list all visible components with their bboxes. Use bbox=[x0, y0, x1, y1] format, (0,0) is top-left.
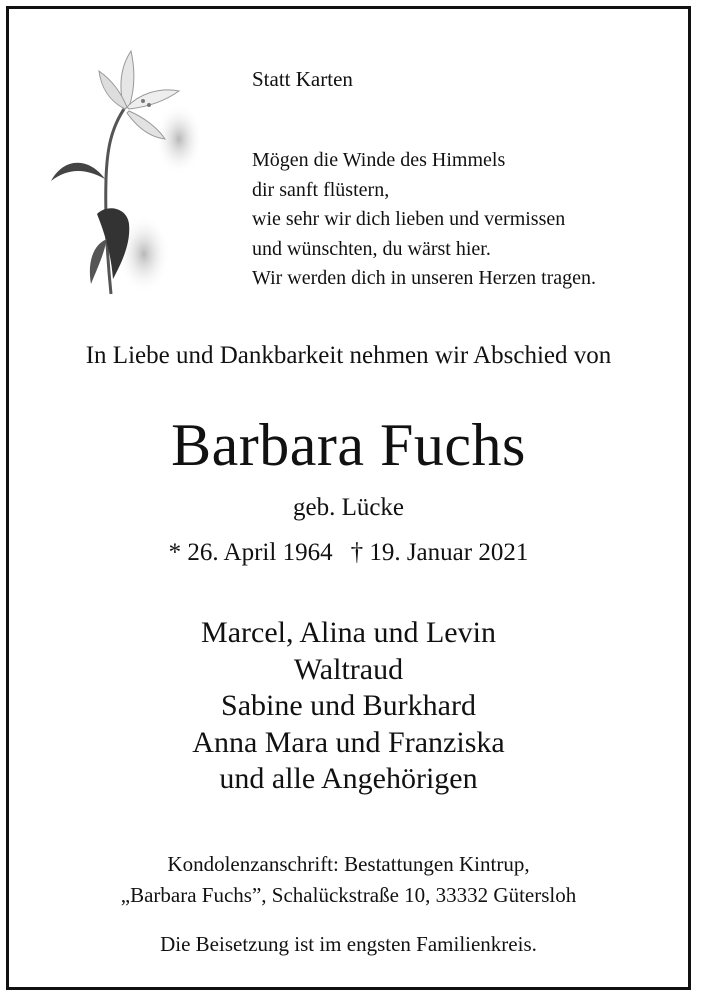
mourner-line: Marcel, Alina und Levin bbox=[201, 616, 496, 649]
obituary-card bbox=[6, 6, 691, 990]
condolence-address bbox=[9, 849, 688, 911]
life-dates bbox=[9, 539, 688, 567]
mourner-line: und alle Angehörigen bbox=[219, 762, 478, 795]
mourners-list bbox=[9, 615, 688, 798]
condolence-line: Kondolenzanschrift: Bestattungen Kintrup, bbox=[167, 852, 530, 876]
statt-karten-label: Statt Karten bbox=[252, 67, 353, 91]
birth-name: geb. Lücke bbox=[292, 494, 405, 521]
mourner-line: Sabine und Burkhard bbox=[221, 689, 476, 722]
death-date: † 19. Januar 2021 bbox=[350, 539, 529, 566]
birth-date: * 26. April 1964 bbox=[168, 539, 333, 566]
deceased-name: Barbara Fuchs bbox=[171, 412, 526, 478]
mourner-line: Anna Mara und Franziska bbox=[192, 725, 505, 759]
lily-flower-icon bbox=[39, 39, 199, 304]
poem-line: dir sanft flüstern, bbox=[252, 178, 390, 201]
poem-line: wie sehr wir dich lieben und vermissen bbox=[252, 208, 566, 230]
poem-line: und wünschten, du wärst hier. bbox=[252, 237, 491, 260]
intro-text: In Liebe und Dankbarkeit nehmen wir Abschied von bbox=[85, 342, 612, 369]
poem bbox=[252, 146, 596, 294]
funeral-note: Die Beisetzung ist im engsten Familienkreis. bbox=[160, 932, 537, 956]
mourner-line: Waltraud bbox=[293, 652, 404, 686]
poem-line: Wir werden dich in unseren Herzen tragen. bbox=[252, 267, 597, 289]
condolence-line: „Barbara Fuchs”, Schalückstraße 10, 33332 Gütersloh bbox=[120, 883, 577, 907]
poem-line: Mögen die Winde des Himmels bbox=[252, 149, 506, 171]
